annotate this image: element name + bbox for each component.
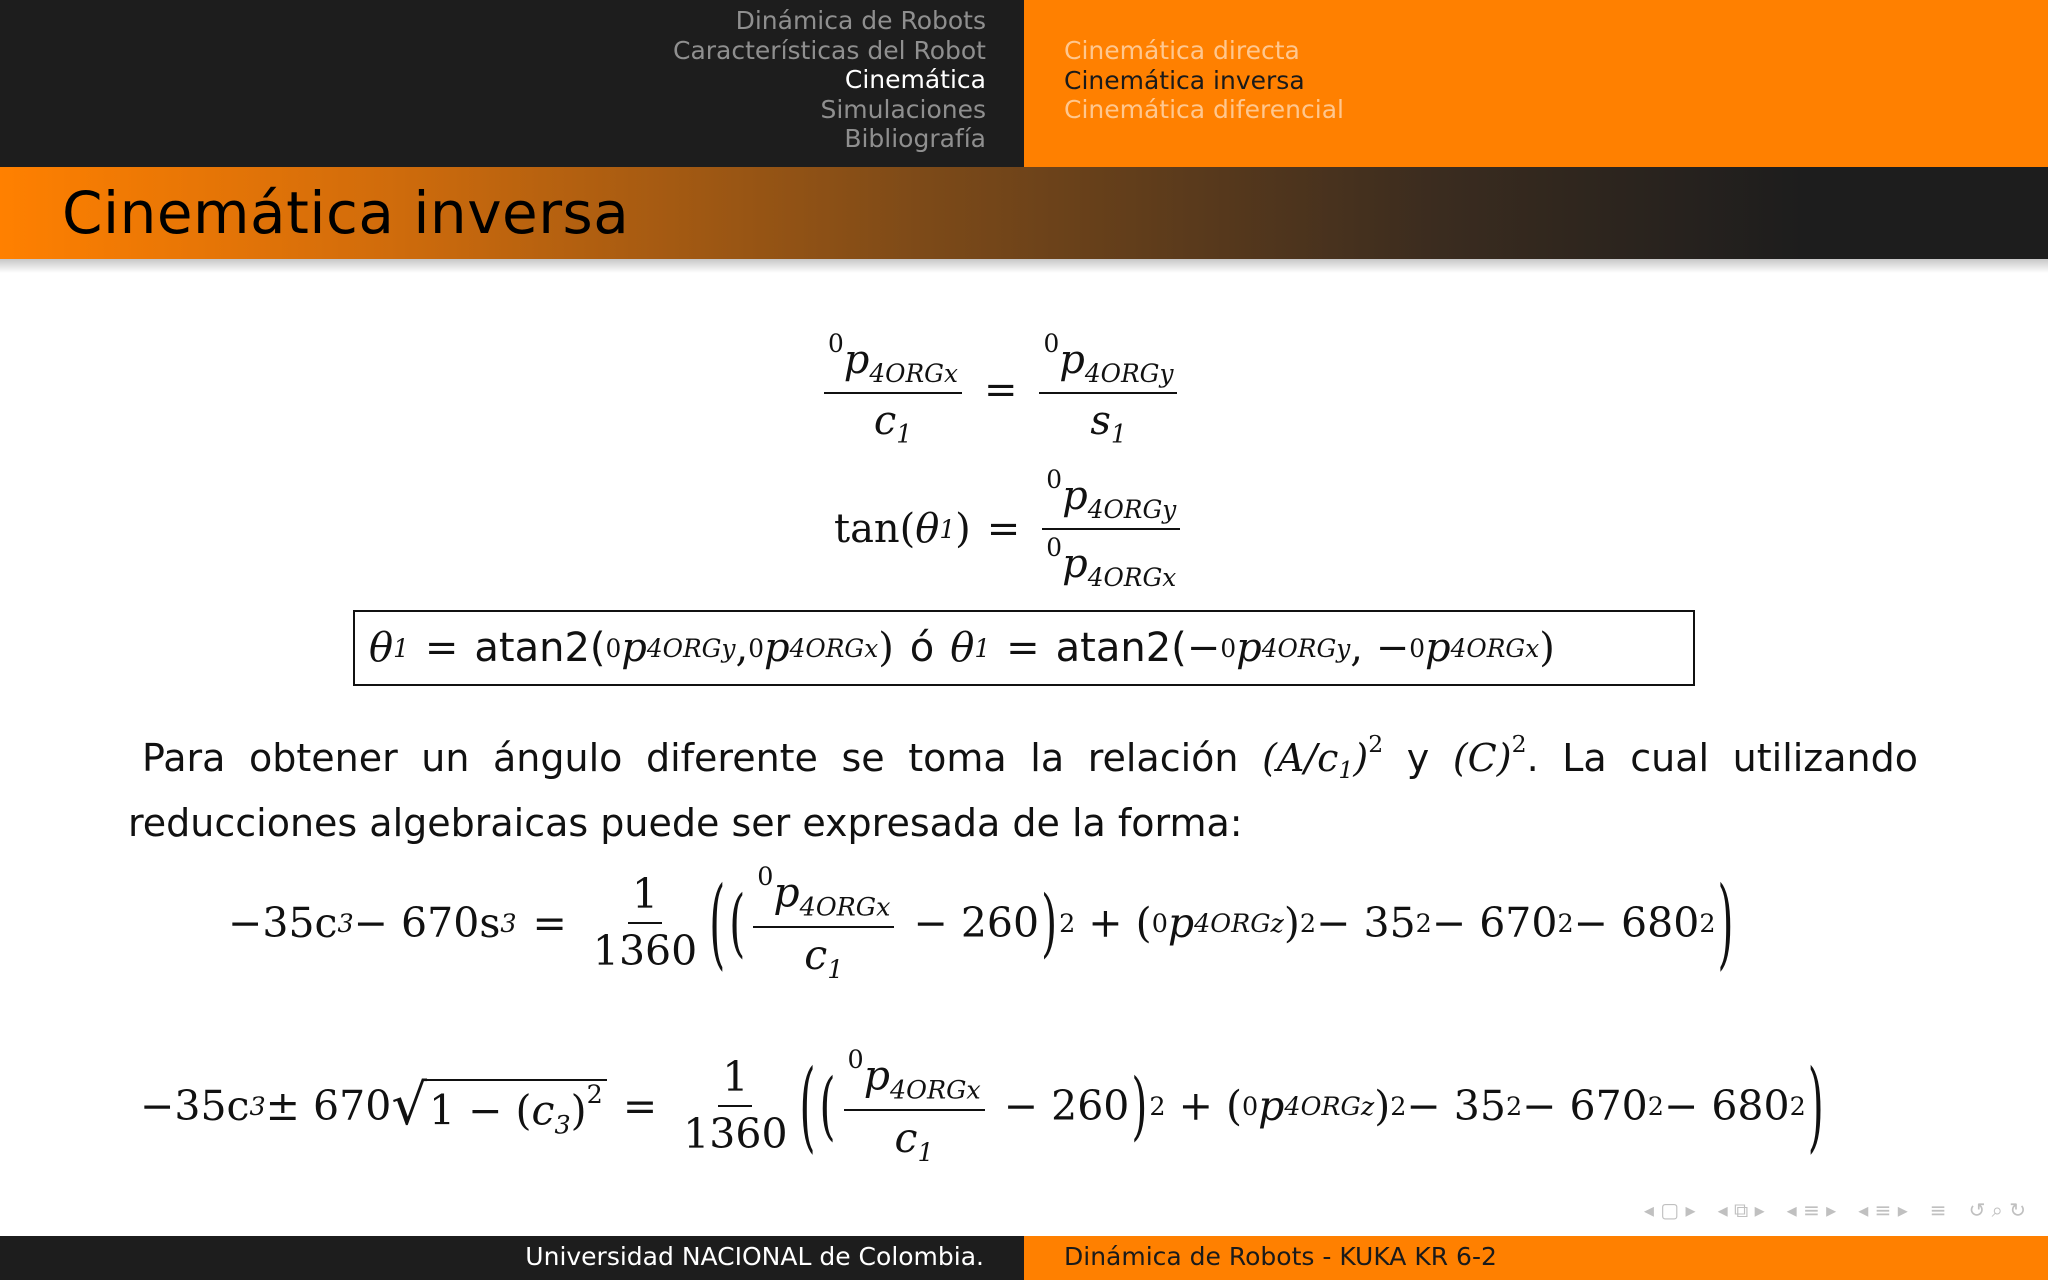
nav-slide-icon[interactable]: ◂ ▢ ▸ — [1643, 1198, 1696, 1222]
fraction-py-over-s1: $\frac{^0p_{4ORGy}}{s_1}$ — [1039, 330, 1177, 449]
footer-presentation — [1024, 1236, 2048, 1280]
nav-frame-icon[interactable]: ◂ ⧉ ▸ — [1717, 1198, 1765, 1222]
subsection-cinematica-directa[interactable]: Cinemática directa — [1064, 36, 1300, 65]
frame-title: Cinemática inversa — [62, 179, 630, 247]
subsection-cinematica-inversa[interactable]: Cinemática inversa — [1064, 65, 1305, 95]
subsection-nav-panel — [1024, 0, 2048, 167]
footer-institution — [0, 1236, 1024, 1280]
nav-subsection-icon[interactable]: ◂ ≡ ▸ — [1786, 1198, 1837, 1222]
fraction-1-over-1360: $\frac{1}{1360}$ — [592, 869, 698, 975]
title-shadow — [0, 259, 2048, 273]
fraction-1-over-1360-b: $\frac{1}{1360}$ — [683, 1052, 788, 1158]
equation-theta1-boxed: θ 1 = atan2( 0 p 4ORGy , 0 p 4ORGx ) ó θ 1 = atan2( − 0 p 4ORGy , − 0 p 4ORGx ) — [353, 610, 1695, 686]
header-navigation — [0, 0, 2048, 167]
equation-c3-s3: −35c 3 − 670s 3 = $\frac{1}{1360}$ ( ( $\frac{^0p_{4ORGx}}{c_1}$ − 260 ) 2 + ( 0 p 4ORGz ) 2 − 35 2 − 670 2 − 680 2 ) — [228, 861, 1734, 984]
section-bibliografia[interactable]: Bibliografía — [844, 124, 986, 153]
footer-institution-text: Universidad NACIONAL de Colombia. — [525, 1242, 984, 1271]
nav-section-icon[interactable]: ◂ ≡ ▸ — [1858, 1198, 1908, 1222]
subsection-list — [1064, 36, 1344, 125]
section-caracteristicas[interactable]: Características del Robot — [673, 35, 986, 65]
sqrt-term: $1 - (c_3)^2$ — [427, 1079, 607, 1139]
explanation-paragraph: Para obtener un ángulo diferente se toma la relación $(A/c1)^2$ y $(C)^2$. La cual utilizando reducciones algebraicas puede ser expresada de la forma: — [128, 730, 1918, 845]
equation-tan-theta1: tan( θ 1 ) = $\frac{^0p_{4ORGy}}{^0p_{4ORGx}}$ — [834, 466, 1186, 593]
fraction-px-over-c1: $\frac{^0p_{4ORGx}}{c_1}$ — [824, 330, 962, 449]
frame-title-bar — [0, 167, 2048, 259]
fraction-px-over-c1-c: $\frac{^0p_{4ORGx}}{c_1}$ — [844, 1045, 985, 1167]
fraction-px-over-c1-b: $\frac{^0p_{4ORGx}}{c_1}$ — [753, 862, 894, 984]
fraction-py-over-px: $\frac{^0p_{4ORGy}}{^0p_{4ORGx}}$ — [1042, 466, 1180, 593]
footer-presentation-text: Dinámica de Robots - KUKA KR 6-2 — [1064, 1242, 1497, 1271]
section-cinematica[interactable]: Cinemática — [844, 65, 986, 94]
nav-search-icon[interactable]: ↺ ⌕ ↻ — [1968, 1198, 2026, 1222]
section-nav-panel — [0, 0, 1024, 167]
section-dinamica-de-robots[interactable]: Dinámica de Robots — [735, 6, 986, 35]
beamer-navigation-symbols — [1644, 1198, 2026, 1222]
section-list — [673, 6, 986, 154]
nav-document-icon[interactable]: ≡ — [1929, 1198, 1947, 1222]
subsection-cinematica-diferencial[interactable]: Cinemática diferencial — [1064, 95, 1344, 124]
section-simulaciones[interactable]: Simulaciones — [820, 94, 986, 124]
equation-ratio: $\frac{^0p_{4ORGx}}{c_1}$ = $\frac{^0p_{4ORGy}}{s_1}$ — [818, 330, 1183, 449]
equation-c3-sqrt: −35c 3 ± 670 √ $1 - (c_3)^2$ = $\frac{1}{1360}$ ( ( $\frac{^0p_{4ORGx}}{c_1}$ − 260 ) 2 + ( 0 p 4ORGz ) 2 − 35 2 − 670 2 − 680 2 ) — [140, 1044, 1824, 1167]
